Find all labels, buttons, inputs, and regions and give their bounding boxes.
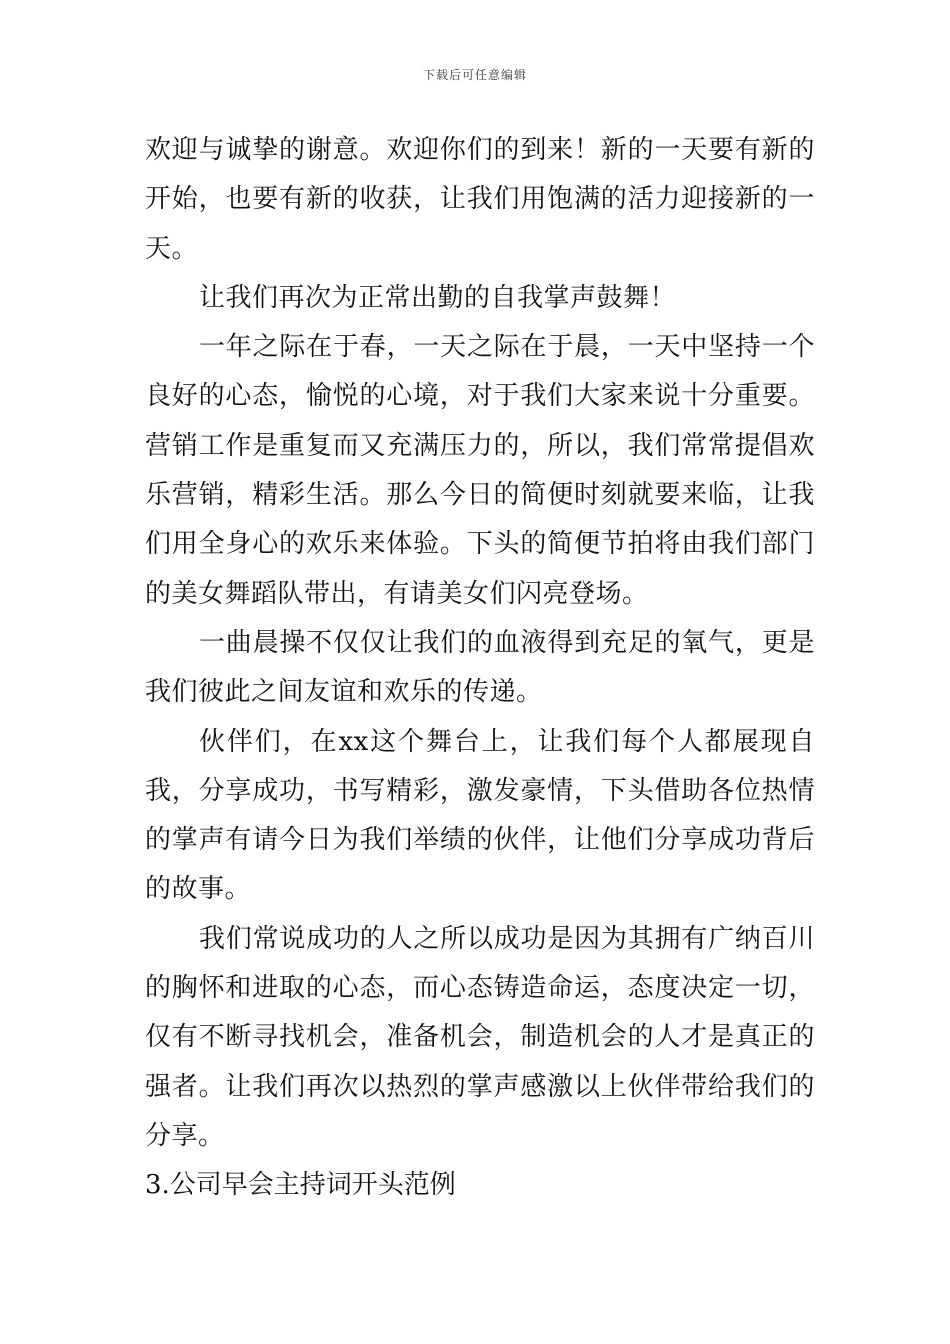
paragraph: 一曲晨操不仅仅让我们的血液得到充足的氧气，更是我们彼此之间友谊和欢乐的传递。 xyxy=(145,627,815,708)
paragraph: 伙伴们，在xx这个舞台上，让我们每个人都展现自我，分享成功，书写精彩，激发豪情，下头借助各位热情的掌声有请今日为我们举绩的伙伴，让他们分享成功背后的故事。 xyxy=(145,726,815,905)
document-body xyxy=(145,126,815,1211)
paragraph: 一年之际在于春，一天之际在于晨，一天中坚持一个良好的心态，愉悦的心境，对于我们大家来说十分重要。营销工作是重复而又充满压力的，所以，我们常常提倡欢乐营销，精彩生活。那么今日的简便时刻就要来临，让我们用全身心的欢乐来体验。下头的简便节拍将由我们部门的美女舞蹈队带出，有请美女们闪亮登场。 xyxy=(145,332,815,609)
paragraph: 我们常说成功的人之所以成功是因为其拥有广纳百川的胸怀和进取的心态，而心态铸造命运，态度决定一切，仅有不断寻找机会，准备机会，制造机会的人才是真正的强者。让我们再次以热烈的掌声感激以上伙伴带给我们的分享。 xyxy=(145,923,815,1151)
paragraph-continued: 欢迎与诚挚的谢意。欢迎你们的到来！新的一天要有新的开始，也要有新的收获，让我们用饱满的活力迎接新的一天。 xyxy=(145,135,815,264)
page-header-note: 下载后可任意编辑 xyxy=(422,68,527,82)
section-heading: 3.公司早会主持词开头范例 xyxy=(145,1170,456,1201)
paragraph: 让我们再次为正常出勤的自我掌声鼓舞！ xyxy=(199,282,677,313)
